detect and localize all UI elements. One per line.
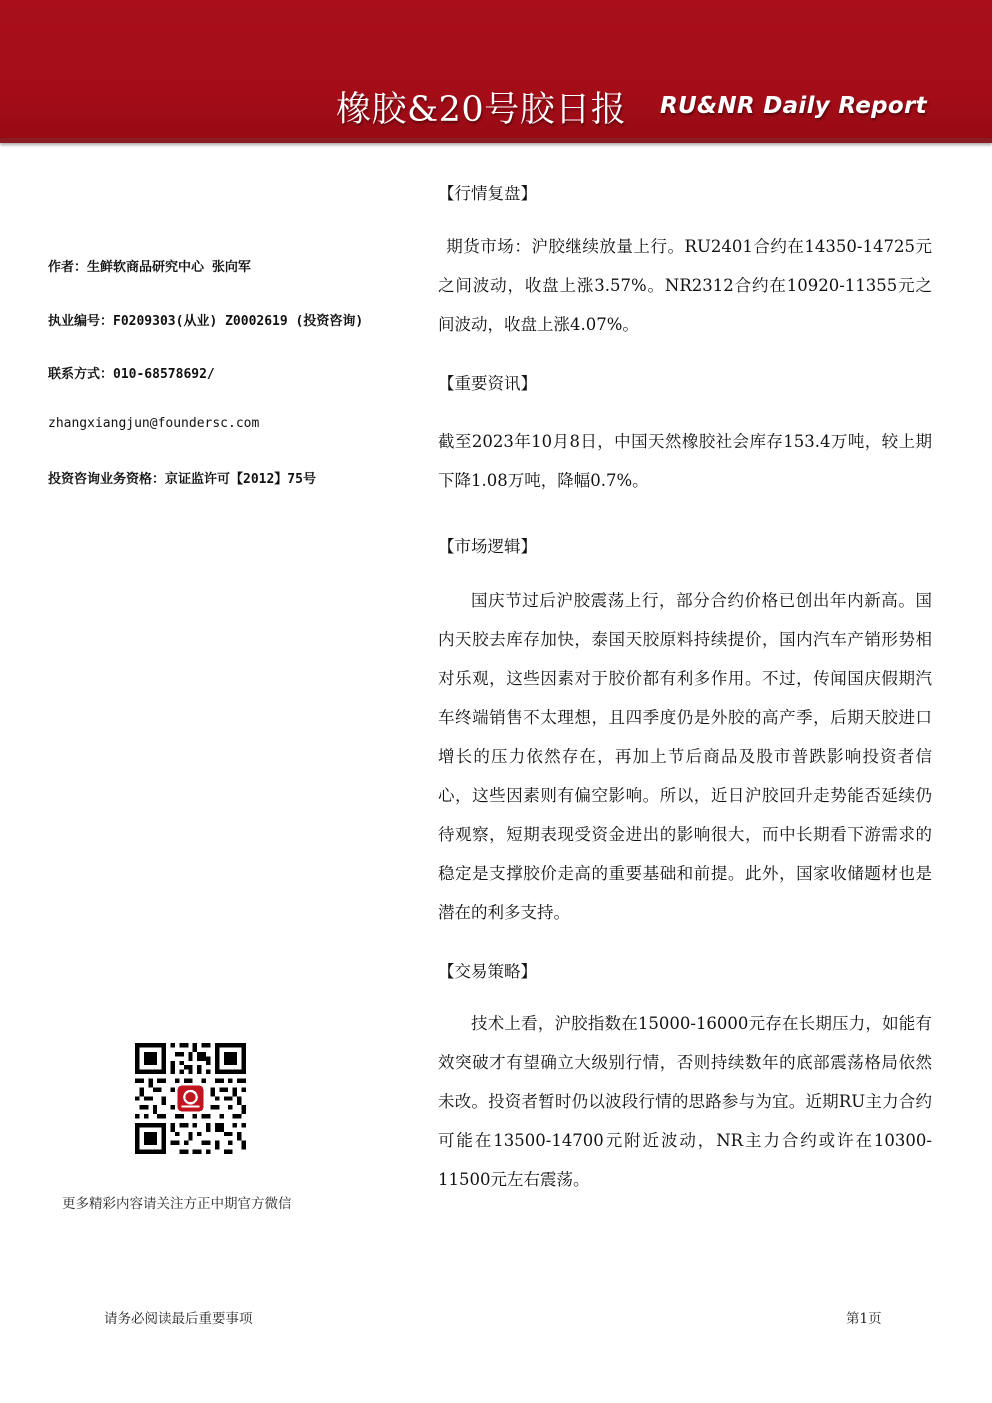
section-heading-strategy: 【交易策略】: [438, 962, 537, 981]
market-review-text: 期货市场：沪胶继续放量上行。RU2401合约在14350-14725元之间波动，收盘上涨3.57%。NR2312合约在10920-11355元之间波动，收盘上涨4.07%。: [438, 237, 932, 334]
section-heading-logic: 【市场逻辑】: [438, 537, 537, 556]
author-name: 作者：生鲜软商品研究中心 张向军: [48, 260, 251, 275]
report-title: 橡胶&20号胶日报: [336, 90, 627, 130]
contact-phone: 联系方式：010-68578692/: [48, 367, 215, 382]
contact-email[interactable]: zhangxiangjun@foundersc.com: [48, 416, 260, 431]
license-number: 执业编号：F0209303(从业) Z0002619 (投资咨询): [48, 314, 364, 329]
logic-text: 国庆节过后沪胶震荡上行，部分合约价格已创出年内新高。国内天胶去库存加快，泰国天胶原料持续提价，国内汽车产销形势相对乐观，这些因素对于胶价都有利多作用。不过，传闻国庆假期汽车终端销售不太理想，且四季度仍是外胶的高产季，后期天胶进口增长的压力依然存在，再加上节后商品及股市普跌影响投资者信心，这些因素则有偏空影响。所以，近日沪胶回升走势能否延续仍待观察，短期表现受资金进出的影响很大，而中长期看下游需求的稳定是支撑胶价走高的重要基础和前提。此外，国家收储题材也是潜在的利多支持。: [438, 591, 932, 922]
page-number: 第1页: [846, 1311, 882, 1327]
qr-caption: 更多精彩内容请关注方正中期官方微信: [62, 1196, 292, 1212]
section-heading-market-review: 【行情复盘】: [438, 184, 537, 203]
strategy-text: 技术上看，沪胶指数在15000-16000元存在长期压力，如能有效突破才有望确立大级别行情，否则持续数年的底部震荡格局依然未改。投资者暂时仍以波段行情的思路参与为宜。近期RU主力合约可能在13500-14700元附近波动，NR主力合约或许在10300-11500元左右震荡。: [438, 1014, 932, 1189]
report-subtitle: RU&NR Daily Report: [660, 93, 927, 119]
news-text: 截至2023年10月8日，中国天然橡胶社会库存153.4万吨，较上期下降1.08万吨，降幅0.7%。: [438, 432, 932, 490]
qr-code-icon: [135, 1043, 246, 1154]
footer-notice: 请务必阅读最后重要事项: [104, 1311, 253, 1327]
header-banner: [0, 0, 992, 143]
qualification: 投资咨询业务资格：京证监许可【2012】75号: [48, 472, 316, 487]
section-heading-news: 【重要资讯】: [438, 374, 537, 393]
